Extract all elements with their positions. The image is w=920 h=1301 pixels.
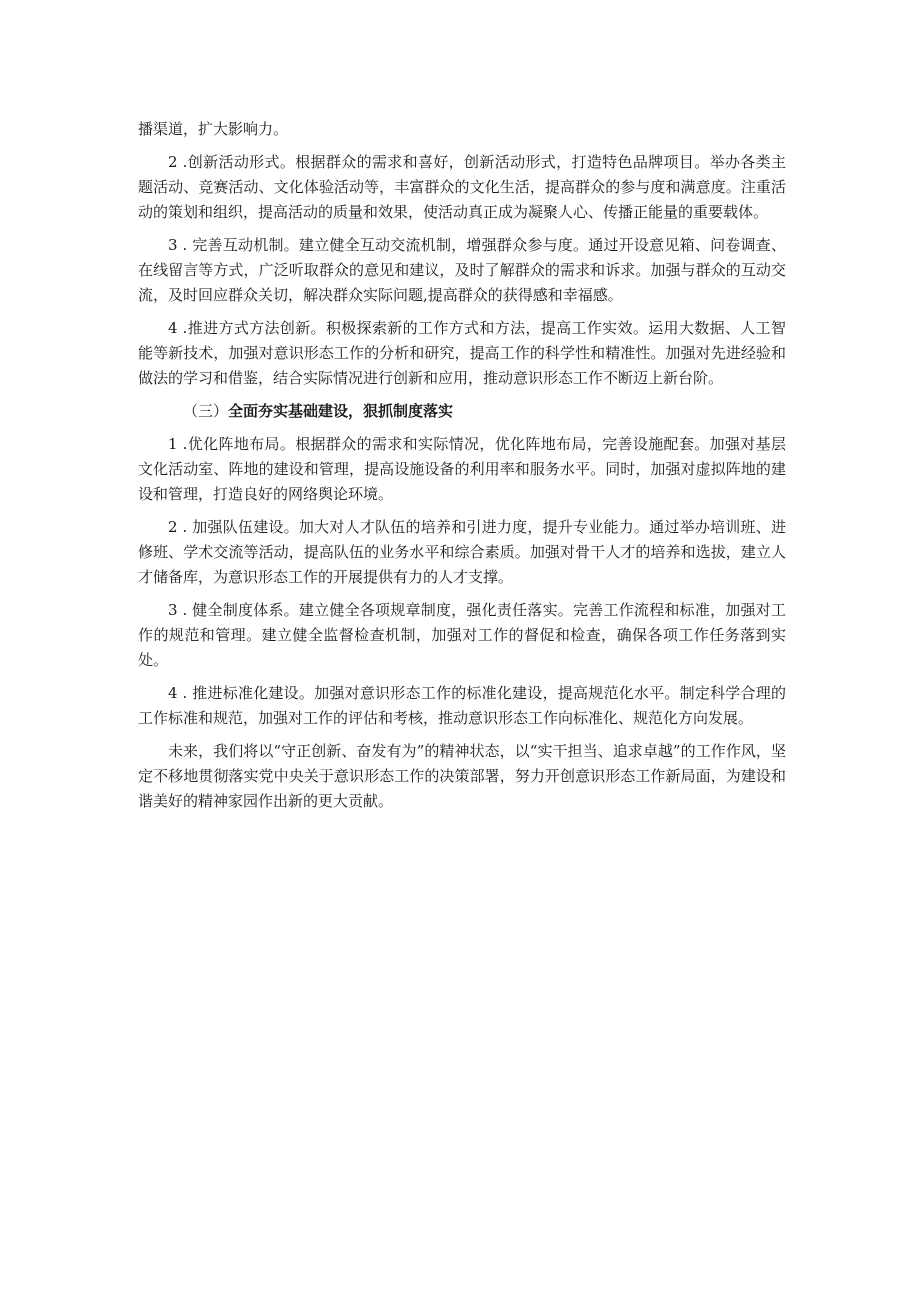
document-page bbox=[138, 117, 786, 822]
section-paragraph-4: 4 . 推进标准化建设。加强对意识形态工作的标准化建设，提高规范化水平。制定科学合理的工作标准和规范，加强对工作的评估和考核，推动意识形态工作向标准化、规范化方向发展。 bbox=[138, 684, 786, 727]
paragraph-item-2: 2 .创新活动形式。根据群众的需求和喜好，创新活动形式，打造特色品牌项目。举办各类主题活动、竞赛活动、文化体验活动等，丰富群众的文化生活，提高群众的参与度和满意度。注重活动的策划和组织，提高活动的质量和效果，使活动真正成为凝聚人心、传播正能量的重要载体。 bbox=[138, 153, 786, 221]
section-heading-number: （三） bbox=[183, 402, 229, 420]
paragraph-item-4: 4 .推进方式方法创新。积极探索新的工作方式和方法，提高工作实效。运用大数据、人工智能等新技术，加强对意识形态工作的分析和研究，提高工作的科学性和精准性。加强对先进经验和做法的学习和借鉴，结合实际情况进行创新和应用，推动意识形态工作不断迈上新台阶。 bbox=[138, 319, 786, 387]
paragraph-continuation: 播渠道，扩大影响力。 bbox=[138, 120, 289, 138]
section-paragraph-1: 1 .优化阵地布局。根据群众的需求和实际情况，优化阵地布局，完善设施配套。加强对基层文化活动室、阵地的建设和管理，提高设施设备的利用率和服务水平。同时，加强对虚拟阵地的建设和管理，打造良好的网络舆论环境。 bbox=[138, 435, 786, 503]
closing-paragraph: 未来，我们将以“守正创新、奋发有为”的精神状态，以“实干担当、追求卓越”的工作作风，坚定不移地贯彻落实党中央关于意识形态工作的决策部署，努力开创意识形态工作新局面，为建设和谐美好的精神家园作出新的更大贡献。 bbox=[138, 742, 786, 810]
section-paragraph-3: 3 . 健全制度体系。建立健全各项规章制度，强化责任落实。完善工作流程和标准，加强对工作的规范和管理。建立健全监督检查机制，加强对工作的督促和检查，确保各项工作任务落到实处。 bbox=[138, 601, 786, 669]
section-paragraph-2: 2 . 加强队伍建设。加大对人才队伍的培养和引进力度，提升专业能力。通过举办培训班、进修班、学术交流等活动，提高队伍的业务水平和综合素质。加强对骨干人才的培养和选拔，建立人才储备库，为意识形态工作的开展提供有力的人才支撑。 bbox=[138, 518, 786, 586]
section-heading bbox=[138, 399, 786, 424]
paragraph-item-3: 3 . 完善互动机制。建立健全互动交流机制，增强群众参与度。通过开设意见箱、问卷调查、在线留言等方式，广泛听取群众的意见和建议，及时了解群众的需求和诉求。加强与群众的互动交流，及时回应群众关切，解决群众实际问题,提高群众的获得感和幸福感。 bbox=[138, 236, 786, 304]
section-heading-text: 全面夯实基础建设，狠抓制度落实 bbox=[228, 402, 454, 420]
